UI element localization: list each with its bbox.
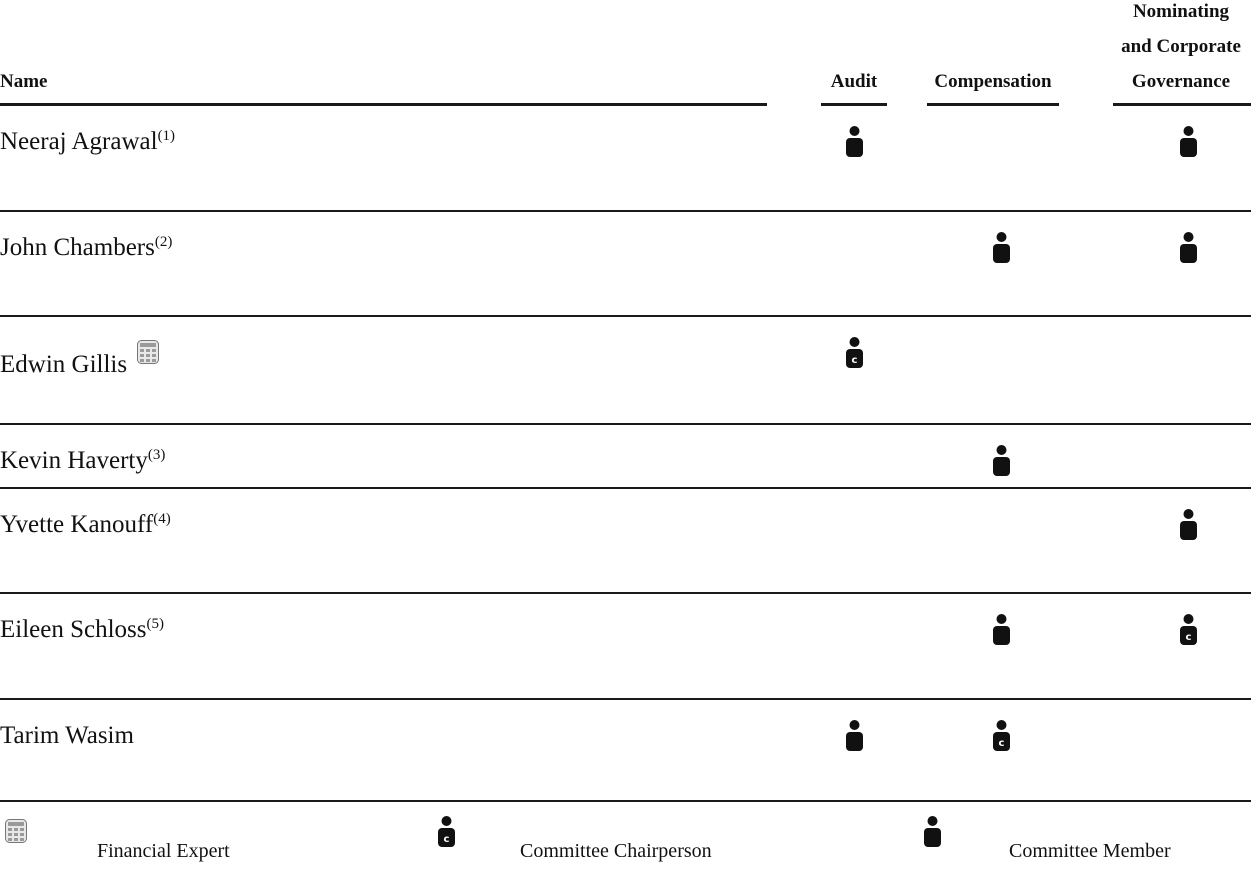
calculator-icon — [5, 819, 27, 843]
footnote-marker: (2) — [154, 234, 173, 250]
svg-text:c: c — [443, 834, 450, 845]
person-icon — [1180, 232, 1197, 263]
director-name — [0, 721, 134, 751]
header-nominating-line2: and Corporate — [1121, 36, 1241, 57]
header-nominating-underline — [1113, 103, 1251, 106]
person-icon — [1180, 126, 1197, 157]
header-nominating-line3: Governance — [1131, 71, 1231, 92]
person-icon — [846, 126, 863, 157]
director-name-text: Yvette Kanouff — [0, 511, 154, 538]
director-name-text: Neeraj Agrawal — [0, 128, 158, 155]
row-divider — [0, 592, 1251, 594]
footnote-marker: (3) — [147, 447, 166, 463]
header-audit: Audit — [830, 71, 878, 92]
footnote-marker: (1) — [157, 128, 176, 144]
header-nominating-line1: Nominating — [1132, 1, 1230, 22]
calculator-icon — [137, 340, 159, 364]
row-divider — [0, 487, 1251, 489]
row-divider — [0, 698, 1251, 700]
chairperson-icon — [1180, 614, 1197, 645]
legend-financial-expert-label: Financial Expert — [97, 840, 230, 862]
row-divider — [0, 315, 1251, 317]
director-name-text: John Chambers — [0, 234, 155, 261]
person-icon — [924, 816, 941, 847]
row-divider — [0, 210, 1251, 212]
director-name-text: Tarim Wasim — [0, 722, 134, 749]
director-name-text: Eileen Schloss — [0, 616, 147, 643]
footnote-marker: (5) — [146, 616, 165, 632]
person-icon — [993, 445, 1010, 476]
svg-text:c: c — [1185, 632, 1192, 643]
person-icon — [993, 232, 1010, 263]
header-compensation-underline — [927, 103, 1059, 106]
director-name — [0, 127, 175, 157]
header-name-underline — [0, 103, 767, 106]
header-compensation: Compensation — [934, 71, 1052, 92]
director-name — [0, 446, 165, 476]
chairperson-icon — [438, 816, 455, 847]
chairperson-icon — [993, 720, 1010, 751]
director-name-text: Edwin Gillis — [0, 351, 128, 378]
director-name — [0, 233, 172, 263]
svg-text:c: c — [998, 738, 1005, 749]
person-icon — [1180, 509, 1197, 540]
row-divider — [0, 800, 1251, 802]
footnote-marker: (4) — [153, 511, 171, 527]
row-divider — [0, 423, 1251, 425]
director-name — [0, 510, 171, 540]
chairperson-icon — [846, 337, 863, 368]
header-audit-underline — [821, 103, 887, 106]
director-name-text: Kevin Haverty — [0, 447, 148, 474]
legend-member-label: Committee Member — [1009, 840, 1171, 862]
person-icon — [993, 614, 1010, 645]
director-name — [0, 340, 159, 380]
director-name — [0, 615, 164, 645]
person-icon — [846, 720, 863, 751]
svg-text:c: c — [851, 355, 858, 366]
legend-chairperson-label: Committee Chairperson — [520, 840, 712, 862]
header-name: Name — [0, 71, 48, 92]
